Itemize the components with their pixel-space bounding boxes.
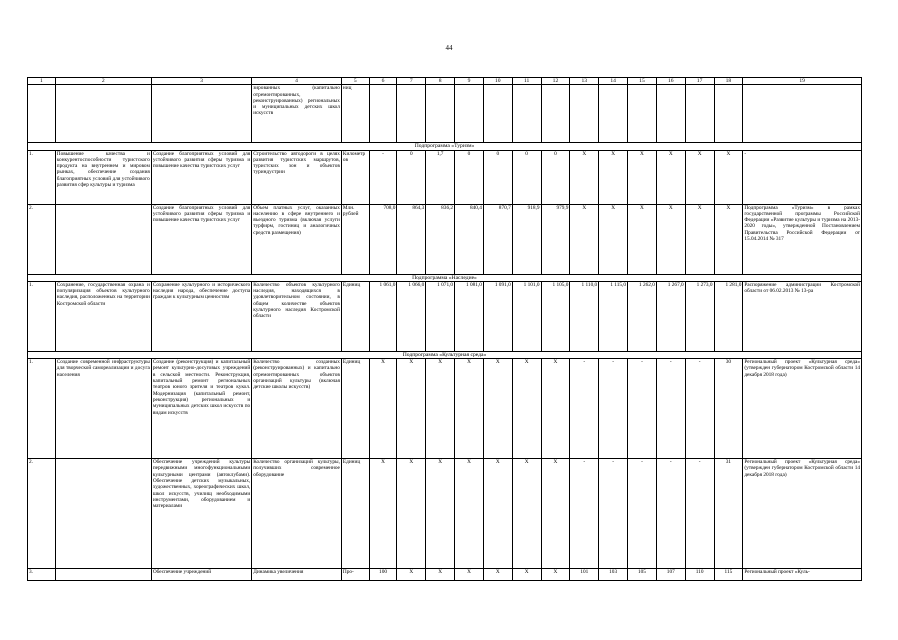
header-cell: 8 bbox=[426, 78, 455, 85]
value-cell: X bbox=[512, 359, 541, 459]
value-cell: 1 061,0 bbox=[369, 281, 397, 351]
section-title-row bbox=[28, 351, 862, 358]
value-cell: X bbox=[570, 204, 599, 274]
header-cell: 19 bbox=[743, 78, 862, 85]
empty-cell bbox=[541, 85, 570, 143]
header-cell: 16 bbox=[656, 78, 685, 85]
value-cell: 979,9 bbox=[541, 204, 570, 274]
header-cell: 5 bbox=[341, 78, 369, 85]
header-cell: 12 bbox=[541, 78, 570, 85]
value-cell: 0 bbox=[483, 150, 512, 204]
value-cell: 1 115,0 bbox=[599, 281, 628, 351]
header-cell: 11 bbox=[512, 78, 541, 85]
value-cell: X bbox=[628, 204, 657, 274]
row-number: 2. bbox=[28, 204, 56, 274]
value-cell: X bbox=[685, 150, 714, 204]
source-cell: Подпрограмма «Туризм» в рамках государственной программы Российской Федерации «Развитие культуры и туризма на 2013-2020 годы», утвержденной Постановлением Правительства Российской Федерации от 15.04.2014 № 317 bbox=[743, 204, 862, 274]
value-cell: 103 bbox=[599, 569, 628, 581]
empty-cell bbox=[397, 85, 426, 143]
table-row bbox=[28, 150, 862, 204]
empty-cell bbox=[28, 85, 56, 143]
continuation-row bbox=[28, 85, 862, 143]
value-cell: X bbox=[426, 459, 455, 569]
value-cell: X bbox=[455, 359, 484, 459]
empty-cell bbox=[455, 85, 484, 143]
value-cell: 0 bbox=[512, 150, 541, 204]
value-cell: X bbox=[426, 359, 455, 459]
value-cell: - bbox=[628, 459, 657, 569]
value-cell: 918,9 bbox=[512, 204, 541, 274]
value-cell: 870,7 bbox=[483, 204, 512, 274]
value-cell: 115 bbox=[714, 569, 743, 581]
value-cell: 1 066,0 bbox=[397, 281, 426, 351]
source-cell: - bbox=[743, 150, 862, 204]
unit-cell: Млн. рублей bbox=[341, 204, 369, 274]
goal-cell bbox=[55, 569, 151, 581]
value-cell: X bbox=[455, 569, 484, 581]
unit-cell: ниц bbox=[341, 85, 369, 143]
empty-cell bbox=[628, 85, 657, 143]
value-cell: - bbox=[685, 459, 714, 569]
section-title: Подпрограмма «Наследие» bbox=[28, 274, 862, 281]
row-number: 1. bbox=[28, 150, 56, 204]
value-cell: - bbox=[570, 359, 599, 459]
header-cell: 9 bbox=[455, 78, 484, 85]
page-number: 44 bbox=[445, 44, 453, 52]
value-cell: 836,2 bbox=[426, 204, 455, 274]
row-number: 2. bbox=[28, 459, 56, 569]
task-cell: Сохранение культурного и исторического наследия народа, обеспечение доступа граждан к культурным ценностям bbox=[151, 281, 251, 351]
unit-cell: Единиц bbox=[341, 359, 369, 459]
indicator-cell: зированных (капитально отремонтированных, реконструированных) региональных и муниципальных детских школ искусств bbox=[252, 85, 342, 143]
source-cell: Региональный проект «Куль- bbox=[743, 569, 862, 581]
header-cell: 4 bbox=[252, 78, 342, 85]
value-cell: X bbox=[599, 150, 628, 204]
value-cell: 0 bbox=[541, 150, 570, 204]
value-cell: 1 110,0 bbox=[570, 281, 599, 351]
value-cell: 1 101,0 bbox=[512, 281, 541, 351]
value-cell: 864,3 bbox=[397, 204, 426, 274]
table-row bbox=[28, 281, 862, 351]
value-cell: - bbox=[628, 359, 657, 459]
value-cell: 30 bbox=[714, 359, 743, 459]
empty-cell bbox=[685, 85, 714, 143]
unit-cell: Единиц bbox=[341, 281, 369, 351]
empty-cell bbox=[599, 85, 628, 143]
header-cell: 10 bbox=[483, 78, 512, 85]
header-cell: 13 bbox=[570, 78, 599, 85]
source-cell: Распоряжение администрации Костромской области от 06.02.2013 № 13-ра bbox=[743, 281, 862, 351]
value-cell: X bbox=[656, 204, 685, 274]
indicator-cell: Динамика увеличения bbox=[252, 569, 342, 581]
source-cell: Региональный проект «Культурная среда» (утвержден губернатором Костромской области 14 декабря 2018 года) bbox=[743, 359, 862, 459]
value-cell: X bbox=[397, 359, 426, 459]
value-cell: 0 bbox=[397, 150, 426, 204]
header-cell: 15 bbox=[628, 78, 657, 85]
value-cell: 1 091,0 bbox=[483, 281, 512, 351]
value-cell: 1 081,0 bbox=[455, 281, 484, 351]
value-cell: X bbox=[541, 569, 570, 581]
value-cell: - bbox=[656, 459, 685, 569]
indicator-cell: Количество организаций культуры, получивших современное оборудование bbox=[252, 459, 342, 569]
task-cell: Обеспечение учреждений культуры передвижными многофункциональными культурными центрами (автоклубами). Обеспечение детских музыкальных, художественных, хореографических школ, школ искусств, училищ необходимыми инструментами, оборудованием и материалами bbox=[151, 459, 251, 569]
value-cell: X bbox=[397, 569, 426, 581]
goal-cell: Сохранение, государственная охрана и популяризация объектов культурного наследия, расположенных на территории Костромской области bbox=[55, 281, 151, 351]
header-row bbox=[28, 78, 862, 85]
value-cell: X bbox=[369, 459, 397, 569]
value-cell: 1 105,0 bbox=[541, 281, 570, 351]
header-cell: 3 bbox=[151, 78, 251, 85]
table-row bbox=[28, 459, 862, 569]
empty-cell bbox=[483, 85, 512, 143]
empty-cell bbox=[369, 85, 397, 143]
value-cell: X bbox=[599, 204, 628, 274]
value-cell: X bbox=[512, 569, 541, 581]
value-cell: X bbox=[541, 459, 570, 569]
source-cell: Региональный проект «Культурная среда» (утвержден губернатором Костромской области 14 декабря 2018 года) bbox=[743, 459, 862, 569]
header-cell: 18 bbox=[714, 78, 743, 85]
value-cell: X bbox=[570, 150, 599, 204]
empty-cell bbox=[151, 85, 251, 143]
indicators-table bbox=[27, 77, 862, 581]
header-cell: 17 bbox=[685, 78, 714, 85]
section-title-row bbox=[28, 274, 862, 281]
value-cell: 840,4 bbox=[455, 204, 484, 274]
value-cell: 100 bbox=[369, 569, 397, 581]
value-cell: 101 bbox=[570, 569, 599, 581]
value-cell: 0 bbox=[455, 150, 484, 204]
table-row bbox=[28, 204, 862, 274]
value-cell: 708,0 bbox=[369, 204, 397, 274]
header-cell: 14 bbox=[599, 78, 628, 85]
value-cell: X bbox=[483, 569, 512, 581]
value-cell: 1 267,0 bbox=[656, 281, 685, 351]
task-cell: Создание (реконструкция) и капитальный ремонт культурно-досуговых учреждений в сельской местности. Реконструкция, капитальный ремонт региональных театров юного зрителя и театров кукол. Модернизация (капитальный ремонт, реконструкция) региональных и муниципальных детских школ искусств по видам искусств bbox=[151, 359, 251, 459]
goal-cell bbox=[55, 459, 151, 569]
value-cell: 110 bbox=[685, 569, 714, 581]
value-cell: X bbox=[483, 359, 512, 459]
value-cell: X bbox=[426, 569, 455, 581]
value-cell: X bbox=[714, 204, 743, 274]
table-row bbox=[28, 359, 862, 459]
value-cell: X bbox=[455, 459, 484, 569]
value-cell: 1 281,0 bbox=[714, 281, 743, 351]
empty-cell bbox=[570, 85, 599, 143]
value-cell: - bbox=[570, 459, 599, 569]
value-cell: X bbox=[397, 459, 426, 569]
header-cell: 2 bbox=[55, 78, 151, 85]
value-cell: X bbox=[369, 359, 397, 459]
header-cell: 7 bbox=[397, 78, 426, 85]
empty-cell bbox=[656, 85, 685, 143]
value-cell: 1 262,0 bbox=[628, 281, 657, 351]
empty-cell bbox=[55, 85, 151, 143]
value-cell: X bbox=[483, 459, 512, 569]
value-cell: - bbox=[599, 459, 628, 569]
task-cell: Создание благоприятных условий для устойчивого развития сферы туризма и повышение качества туристских услуг bbox=[151, 204, 251, 274]
goal-cell: Создание современной инфраструктуры для творческой самореализации и досуга населения bbox=[55, 359, 151, 459]
value-cell: 105 bbox=[628, 569, 657, 581]
section-title: Подпрограмма «Культурная среда» bbox=[28, 351, 862, 358]
indicator-cell: Объем платных услуг, оказанных населению в сфере внутреннего и въездного туризма (включая услуги турфирм, гостиниц и аналогичных средств размещения) bbox=[252, 204, 342, 274]
row-number: 3. bbox=[28, 569, 56, 581]
section-title-row bbox=[28, 143, 862, 150]
unit-cell: Единиц bbox=[341, 459, 369, 569]
value-cell: X bbox=[628, 150, 657, 204]
value-cell: X bbox=[656, 150, 685, 204]
goal-cell bbox=[55, 204, 151, 274]
task-cell: Обеспечение учреждений bbox=[151, 569, 251, 581]
indicator-cell: Строительство автодороги в целях развития туристских маршрутов, туристских зон и объектов туриндустрии bbox=[252, 150, 342, 204]
header-cell: 6 bbox=[369, 78, 397, 85]
goal-cell: Повышение качества и конкурентоспособности туристского продукта на внутреннем и мировом рынках, обеспечение создания благоприятных условий для устойчивого развития сфер культуры и туризма bbox=[55, 150, 151, 204]
indicator-cell: Количество созданных (реконструированных) и капитально отремонтированных объектов организаций культуры (включая детские школы искусств) bbox=[252, 359, 342, 459]
empty-cell bbox=[426, 85, 455, 143]
value-cell: 1 273,0 bbox=[685, 281, 714, 351]
value-cell: - bbox=[685, 359, 714, 459]
value-cell: X bbox=[714, 150, 743, 204]
value-cell: 1 071,0 bbox=[426, 281, 455, 351]
row-number: 1. bbox=[28, 281, 56, 351]
empty-cell bbox=[743, 85, 862, 143]
indicator-cell: Количество объектов культурного наследия, находящихся в удовлетворительном состоянии, в общем количестве объектов культурного наследия Костромской области bbox=[252, 281, 342, 351]
unit-cell: Километров bbox=[341, 150, 369, 204]
value-cell: - bbox=[369, 150, 397, 204]
value-cell: - bbox=[599, 359, 628, 459]
row-number: 1. bbox=[28, 359, 56, 459]
empty-cell bbox=[714, 85, 743, 143]
section-title: Подпрограмма «Туризм» bbox=[28, 143, 862, 150]
header-cell: 1 bbox=[28, 78, 56, 85]
value-cell: X bbox=[512, 459, 541, 569]
value-cell: - bbox=[656, 359, 685, 459]
table-row bbox=[28, 569, 862, 581]
value-cell: X bbox=[541, 359, 570, 459]
value-cell: 31 bbox=[714, 459, 743, 569]
empty-cell bbox=[512, 85, 541, 143]
unit-cell: Про- bbox=[341, 569, 369, 581]
value-cell: X bbox=[685, 204, 714, 274]
value-cell: 1,7 bbox=[426, 150, 455, 204]
value-cell: 107 bbox=[656, 569, 685, 581]
task-cell: Создание благоприятных условий для устойчивого развития сферы туризма и повышение качества туристских услуг bbox=[151, 150, 251, 204]
